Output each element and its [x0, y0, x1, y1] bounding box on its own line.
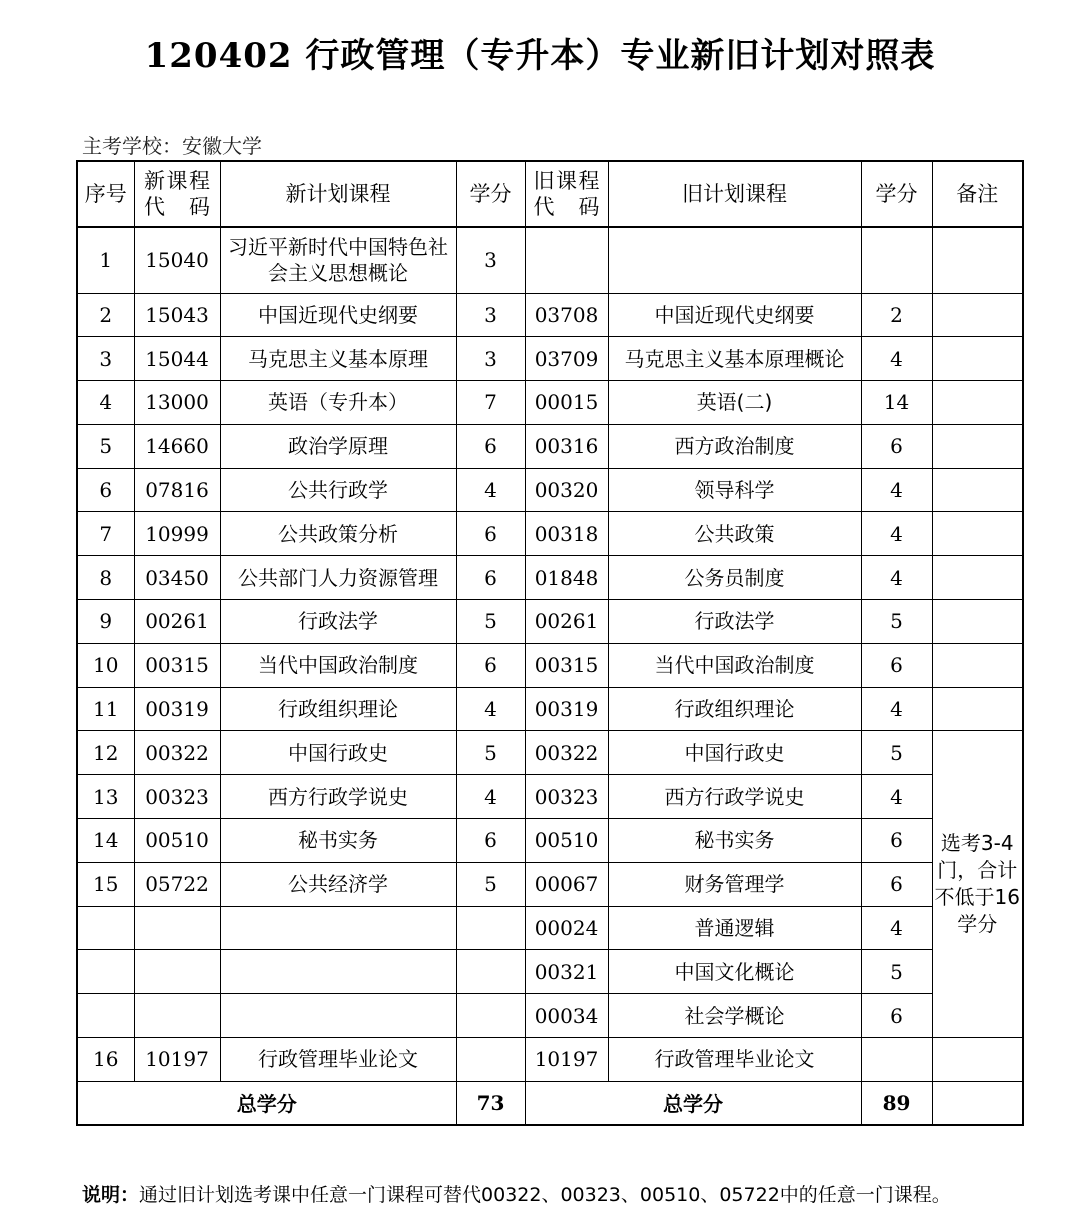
cell-remark [932, 1081, 1023, 1125]
cell-new-code: 00322 [134, 731, 220, 775]
cell-old-code: 03708 [525, 293, 608, 337]
header-new-code-line2: 代 码 [144, 195, 210, 219]
cell-new-code: 03450 [134, 556, 220, 600]
cell-old-credit: 6 [861, 862, 932, 906]
cell-old-course: 秘书实务 [608, 819, 861, 863]
cell-new-credit: 3 [456, 337, 525, 381]
cell-new-course: 中国近现代史纲要 [220, 293, 456, 337]
comparison-table [76, 160, 1024, 1126]
cell-remark [932, 687, 1023, 731]
cell-old-credit [861, 227, 932, 293]
cell-remark [932, 556, 1023, 600]
cell-old-code: 00321 [525, 950, 608, 994]
cell-old-code: 00323 [525, 775, 608, 819]
cell-seq: 3 [77, 337, 134, 381]
cell-new-code: 00323 [134, 775, 220, 819]
cell-new-credit [456, 994, 525, 1038]
cell-seq: 5 [77, 424, 134, 468]
cell-old-credit: 2 [861, 293, 932, 337]
cell-old-credit: 4 [861, 556, 932, 600]
table-row [77, 775, 1023, 819]
cell-new-credit: 5 [456, 862, 525, 906]
table-row [77, 600, 1023, 644]
cell-old-code [525, 227, 608, 293]
cell-old-course: 财务管理学 [608, 862, 861, 906]
header-old-course: 旧计划课程 [608, 161, 861, 227]
cell-remark [932, 227, 1023, 293]
cell-old-code: 00322 [525, 731, 608, 775]
cell-new-course: 秘书实务 [220, 819, 456, 863]
cell-old-credit [861, 1038, 932, 1082]
header-old-code [525, 161, 608, 227]
cell-seq: 8 [77, 556, 134, 600]
cell-new-course: 当代中国政治制度 [220, 643, 456, 687]
cell-new-credit: 3 [456, 227, 525, 293]
cell-old-course: 行政组织理论 [608, 687, 861, 731]
cell-old-code: 03709 [525, 337, 608, 381]
cell-seq: 15 [77, 862, 134, 906]
table-row [77, 293, 1023, 337]
cell-new-code: 10999 [134, 512, 220, 556]
table-row [77, 906, 1023, 950]
cell-new-course [220, 994, 456, 1038]
table-row [77, 862, 1023, 906]
cell-old-credit: 14 [861, 381, 932, 425]
cell-new-code: 13000 [134, 381, 220, 425]
cell-old-code: 00067 [525, 862, 608, 906]
footnote-text: 通过旧计划选考课中任意一门课程可替代00322、00323、00510、05722中的任意一门课程。 [139, 1184, 951, 1206]
cell-seq [77, 906, 134, 950]
cell-new-course: 公共政策分析 [220, 512, 456, 556]
cell-new-credit: 4 [456, 468, 525, 512]
table-row [77, 424, 1023, 468]
school-label: 主考学校：安徽大学 [82, 134, 262, 158]
table-row [77, 468, 1023, 512]
cell-new-course [220, 906, 456, 950]
table-row [77, 1038, 1023, 1082]
header-new-code-line1: 新课程 [144, 169, 210, 193]
cell-old-code: 00319 [525, 687, 608, 731]
table-row [77, 556, 1023, 600]
table-row [77, 950, 1023, 994]
cell-new-course: 行政组织理论 [220, 687, 456, 731]
cell-new-course: 马克思主义基本原理 [220, 337, 456, 381]
cell-seq: 12 [77, 731, 134, 775]
cell-old-course: 中国近现代史纲要 [608, 293, 861, 337]
cell-remark [932, 600, 1023, 644]
cell-old-code: 00316 [525, 424, 608, 468]
cell-old-code: 00318 [525, 512, 608, 556]
cell-new-code: 15044 [134, 337, 220, 381]
cell-seq: 14 [77, 819, 134, 863]
cell-new-credit [456, 950, 525, 994]
total-new-credits: 73 [456, 1081, 525, 1125]
cell-new-course: 公共行政学 [220, 468, 456, 512]
cell-old-course: 行政法学 [608, 600, 861, 644]
cell-old-credit: 4 [861, 775, 932, 819]
cell-old-code: 00024 [525, 906, 608, 950]
cell-new-code: 15040 [134, 227, 220, 293]
page-title: 120402 行政管理（专升本）专业新旧计划对照表 [144, 36, 936, 76]
cell-remark [932, 293, 1023, 337]
table-row [77, 337, 1023, 381]
cell-old-code: 00261 [525, 600, 608, 644]
cell-old-code: 00510 [525, 819, 608, 863]
cell-new-credit [456, 1038, 525, 1082]
cell-new-code: 00315 [134, 643, 220, 687]
cell-new-credit [456, 906, 525, 950]
cell-old-credit: 4 [861, 906, 932, 950]
cell-seq [77, 950, 134, 994]
cell-new-code: 00510 [134, 819, 220, 863]
cell-new-credit: 7 [456, 381, 525, 425]
cell-new-code: 00319 [134, 687, 220, 731]
header-old-code-line2: 代 码 [533, 195, 600, 219]
table-row [77, 994, 1023, 1038]
cell-new-code: 15043 [134, 293, 220, 337]
cell-remark [932, 643, 1023, 687]
cell-old-code: 00320 [525, 468, 608, 512]
cell-seq: 10 [77, 643, 134, 687]
cell-old-course: 英语(二) [608, 381, 861, 425]
cell-new-credit: 3 [456, 293, 525, 337]
cell-old-credit: 4 [861, 687, 932, 731]
cell-old-credit: 6 [861, 424, 932, 468]
table-row [77, 731, 1023, 775]
cell-remark [932, 381, 1023, 425]
table-row [77, 643, 1023, 687]
cell-new-code: 10197 [134, 1038, 220, 1082]
header-seq: 序号 [77, 161, 134, 227]
cell-new-course: 习近平新时代中国特色社会主义思想概论 [220, 227, 456, 293]
cell-seq: 1 [77, 227, 134, 293]
cell-remark [932, 1038, 1023, 1082]
table-row [77, 819, 1023, 863]
cell-remark [932, 468, 1023, 512]
cell-new-credit: 6 [456, 643, 525, 687]
cell-old-course: 西方行政学说史 [608, 775, 861, 819]
footnote [82, 1180, 951, 1207]
table-header-row [77, 161, 1023, 227]
cell-seq: 16 [77, 1038, 134, 1082]
total-label-new: 总学分 [77, 1081, 456, 1125]
cell-seq: 2 [77, 293, 134, 337]
cell-new-credit: 5 [456, 731, 525, 775]
table-row [77, 227, 1023, 293]
header-new-course: 新计划课程 [220, 161, 456, 227]
cell-new-course: 中国行政史 [220, 731, 456, 775]
cell-remark [932, 512, 1023, 556]
cell-new-code: 07816 [134, 468, 220, 512]
cell-old-code: 01848 [525, 556, 608, 600]
cell-old-credit: 5 [861, 600, 932, 644]
cell-old-course: 领导科学 [608, 468, 861, 512]
header-new-credit: 学分 [456, 161, 525, 227]
cell-new-credit: 4 [456, 687, 525, 731]
cell-new-credit: 5 [456, 600, 525, 644]
cell-seq: 4 [77, 381, 134, 425]
cell-new-code [134, 994, 220, 1038]
cell-new-course [220, 950, 456, 994]
cell-old-credit: 6 [861, 819, 932, 863]
cell-new-code [134, 906, 220, 950]
cell-old-course: 行政管理毕业论文 [608, 1038, 861, 1082]
cell-old-course: 中国行政史 [608, 731, 861, 775]
cell-old-code: 00034 [525, 994, 608, 1038]
cell-old-course: 西方政治制度 [608, 424, 861, 468]
cell-old-course: 马克思主义基本原理概论 [608, 337, 861, 381]
header-remark: 备注 [932, 161, 1023, 227]
table-row [77, 687, 1023, 731]
cell-old-code: 00015 [525, 381, 608, 425]
cell-old-credit: 4 [861, 337, 932, 381]
cell-old-course [608, 227, 861, 293]
cell-new-code: 00261 [134, 600, 220, 644]
cell-seq: 13 [77, 775, 134, 819]
cell-new-credit: 6 [456, 424, 525, 468]
cell-new-credit: 6 [456, 819, 525, 863]
totals-row [77, 1081, 1023, 1125]
cell-remark [932, 337, 1023, 381]
cell-new-course: 西方行政学说史 [220, 775, 456, 819]
cell-old-course: 当代中国政治制度 [608, 643, 861, 687]
cell-seq: 7 [77, 512, 134, 556]
cell-new-credit: 6 [456, 556, 525, 600]
cell-seq [77, 994, 134, 1038]
cell-new-course: 行政法学 [220, 600, 456, 644]
cell-old-credit: 4 [861, 512, 932, 556]
cell-remark [932, 424, 1023, 468]
header-old-credit: 学分 [861, 161, 932, 227]
cell-old-credit: 5 [861, 731, 932, 775]
cell-seq: 11 [77, 687, 134, 731]
cell-new-course: 公共部门人力资源管理 [220, 556, 456, 600]
footnote-label: 说明： [82, 1184, 140, 1206]
cell-old-code: 10197 [525, 1038, 608, 1082]
cell-old-credit: 4 [861, 468, 932, 512]
cell-new-code: 05722 [134, 862, 220, 906]
cell-old-credit: 5 [861, 950, 932, 994]
header-new-code [134, 161, 220, 227]
cell-new-code: 14660 [134, 424, 220, 468]
cell-new-course: 行政管理毕业论文 [220, 1038, 456, 1082]
cell-old-code: 00315 [525, 643, 608, 687]
cell-old-credit: 6 [861, 643, 932, 687]
cell-old-course: 中国文化概论 [608, 950, 861, 994]
table-row [77, 512, 1023, 556]
cell-seq: 9 [77, 600, 134, 644]
cell-seq: 6 [77, 468, 134, 512]
cell-new-credit: 4 [456, 775, 525, 819]
cell-new-course: 公共经济学 [220, 862, 456, 906]
elective-remark: 选考3-4门，合计不低于16学分 [932, 731, 1023, 1038]
cell-new-course: 政治学原理 [220, 424, 456, 468]
total-label-old: 总学分 [525, 1081, 861, 1125]
total-old-credits: 89 [861, 1081, 932, 1125]
header-old-code-line1: 旧课程 [533, 169, 600, 193]
cell-old-course: 公共政策 [608, 512, 861, 556]
cell-old-credit: 6 [861, 994, 932, 1038]
cell-new-course: 英语（专升本） [220, 381, 456, 425]
table-row [77, 381, 1023, 425]
cell-old-course: 社会学概论 [608, 994, 861, 1038]
cell-new-credit: 6 [456, 512, 525, 556]
cell-new-code [134, 950, 220, 994]
cell-old-course: 公务员制度 [608, 556, 861, 600]
cell-old-course: 普通逻辑 [608, 906, 861, 950]
